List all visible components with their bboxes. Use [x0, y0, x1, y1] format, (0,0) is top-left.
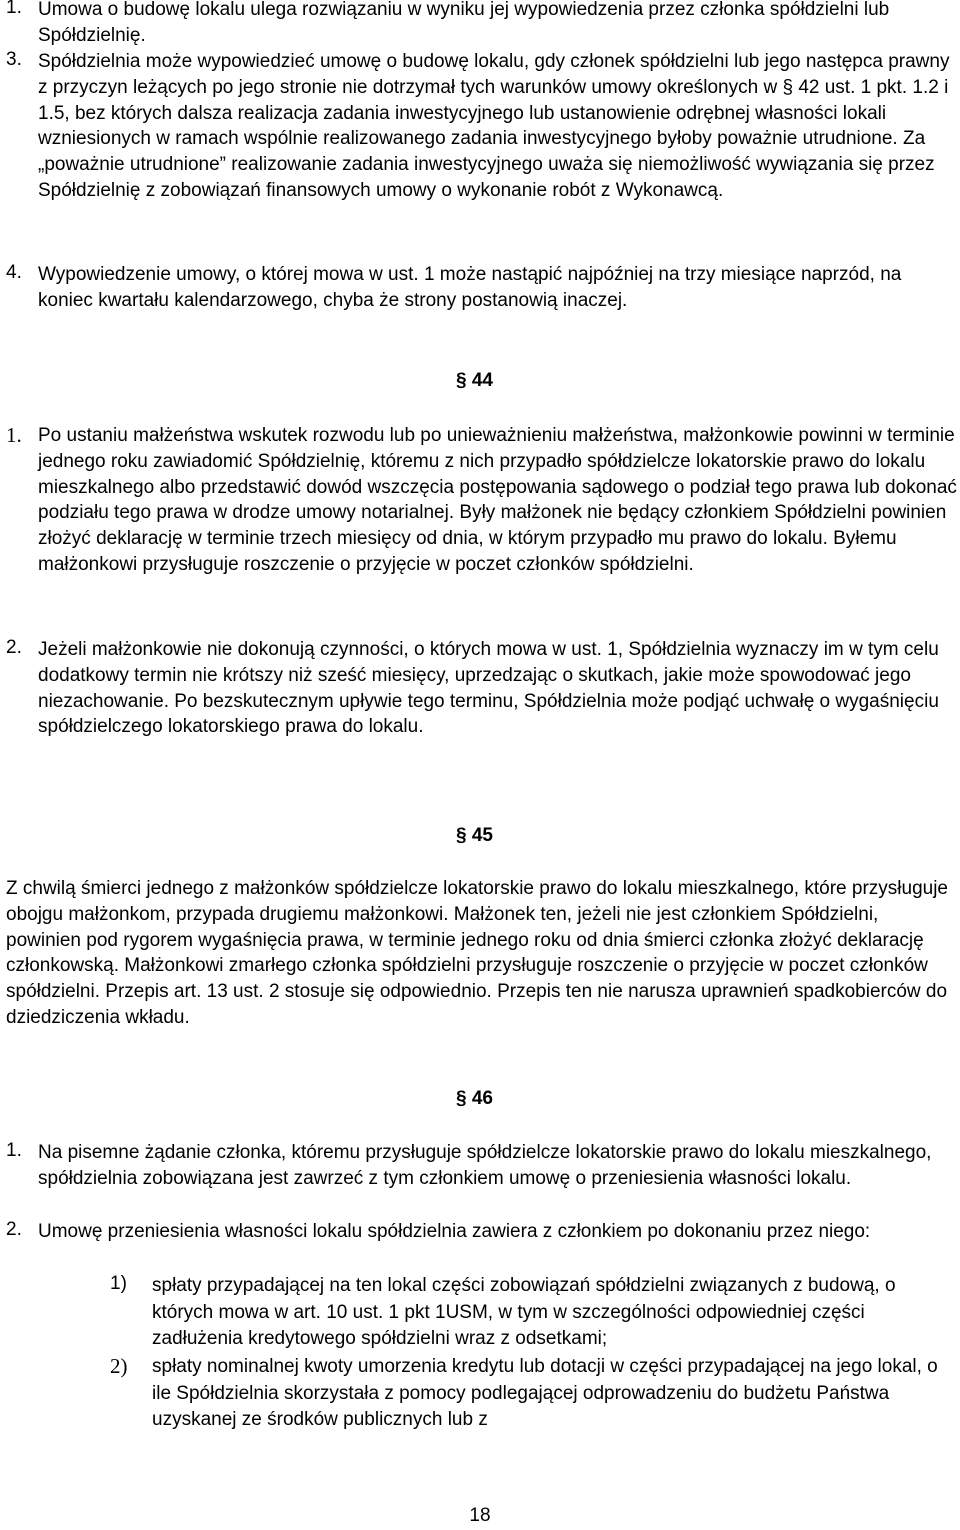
list-item: [0, 49, 958, 204]
item-number: 1.: [6, 1140, 22, 1161]
item-number: 4.: [6, 262, 22, 283]
list-item: [0, 262, 958, 314]
item-text: Spółdzielnia może wypowiedzieć umowę o budowę lokalu, gdy członek spółdzielni lub jego następca prawny z przyczyn leżących po jego stronie nie dotrzymał tych warunków umowy określonych w § 42 ust. 1 pkt. 1.2 i 1.5, bez których dalsza realizacja zadania inwestycyjnego lub ustanowienie odrębnej własności lokali wzniesionych w ramach wspólnie realizowanego zadania inwestycyjnego byłoby poważnie utrudnione. Za „poważnie utrudnione” realizowanie zadania inwestycyjnego uważa się niemożliwość wywiązania się przez Spółdzielnię z zobowiązań finansowych umowy o wykonanie robót z Wykonawcą.: [38, 51, 950, 201]
list-item: [0, 423, 958, 578]
section-heading: § 45: [456, 825, 493, 846]
item-text: Jeżeli małżonkowie nie dokonują czynności, o których mowa w ust. 1, Spółdzielnia wyznaczy im w tym celu dodatkowy termin nie krótszy niż sześć miesięcy, uprzedzając o skutkach, jakie może spowodować jego niezachowanie. Po bezskutecznym upływie tego terminu, Spółdzielnia może podjąć uchwałę o wygaśnięciu spółdzielczego lokatorskiego prawa do lokalu.: [38, 639, 939, 738]
sub-item-number: 2): [110, 1354, 128, 1378]
item-number: 1.: [6, 423, 22, 447]
item-text: Umowa o budowę lokalu ulega rozwiązaniu w wyniku jej wypowiedzenia przez członka spółdzielni lub Spółdzielnię.: [38, 0, 890, 46]
section-heading: § 46: [456, 1088, 493, 1109]
page-number: 18: [469, 1505, 491, 1526]
sub-list-item: [0, 1354, 958, 1434]
list-item: [0, 1140, 958, 1192]
list-item: [0, 637, 958, 740]
item-text: Umowę przeniesienia własności lokalu spółdzielnia zawiera z członkiem po dokonaniu przez niego:: [38, 1221, 871, 1242]
sub-item-text: spłaty przypadającej na ten lokal części zobowiązań spółdzielni związanych z budową, o których mowa w art. 10 ust. 1 pkt 1USM, w tym w szczególności odpowiedniej części zadłużenia kredytowego spółdzielni wraz z odsetkami;: [152, 1275, 896, 1349]
item-number: 2.: [6, 1219, 22, 1240]
item-text: Na pisemne żądanie członka, któremu przysługuje spółdzielcze lokatorskie prawo do lokalu mieszkalnego, spółdzielnia zobowiązana jest zawrzeć z tym członkiem umowę o przeniesienia własności lokalu.: [38, 1142, 932, 1189]
item-text: Po ustaniu małżeństwa wskutek rozwodu lub po unieważnieniu małżeństwa, małżonkowie powinni w terminie jednego roku zawiadomić Spółdzielnię, któremu z nich przypadło spółdzielcze lokatorskie prawo do lokalu mieszkalnego albo przedstawić dowód wszczęcia postępowania sądowego o podział tego prawa lub dokonać podziału tego prawa w drodze umowy notarialnej. Były małżonek nie będący członkiem Spółdzielni powinien złożyć deklarację w terminie trzech miesięcy od dnia, w którym przypadło mu prawo do lokalu. Byłemu małżonkowi przysługuje roszczenie o przyjęcie w poczet członków spółdzielni.: [38, 425, 957, 575]
sub-item-text: spłaty nominalnej kwoty umorzenia kredytu lub dotacji w części przypadającej na jego lokal, o ile Spółdzielnia skorzystała z pomocy podlegającej odprowadzeniu do budżetu Państwa uzyskanej ze środków publicznych lub z: [152, 1356, 938, 1430]
item-number: 1.: [6, 0, 22, 18]
list-item: [0, 0, 958, 49]
sub-list-item: [0, 1273, 958, 1353]
item-number: 2.: [6, 637, 22, 658]
section-heading: § 44: [456, 370, 493, 391]
list-item: [0, 1219, 958, 1245]
paragraph-text: Z chwilą śmierci jednego z małżonków spółdzielcze lokatorskie prawo do lokalu mieszkalnego, które przysługuje obojgu małżonkom, przypada drugiemu małżonkowi. Małżonek ten, jeżeli nie jest członkiem Spółdzielni, powinien pod rygorem wygaśnięcia prawa, w terminie jednego roku od dnia śmierci członka złożyć deklarację członkowską. Małżonkowi zmarłego członka spółdzielni przysługuje roszczenie o przyjęcie w poczet członków spółdzielni. Przepis art. 13 ust. 2 stosuje się odpowiednio. Przepis ten nie narusza uprawnień spadkobierców do dziedziczenia wkładu.: [6, 878, 948, 1028]
sub-item-number: 1): [110, 1273, 127, 1294]
item-number: 3.: [6, 49, 22, 70]
item-text: Wypowiedzenie umowy, o której mowa w ust. 1 może nastąpić najpóźniej na trzy miesiące naprzód, na koniec kwartału kalendarzowego, chyba że strony postanowią inaczej.: [38, 264, 902, 311]
paragraph: [6, 876, 956, 1031]
